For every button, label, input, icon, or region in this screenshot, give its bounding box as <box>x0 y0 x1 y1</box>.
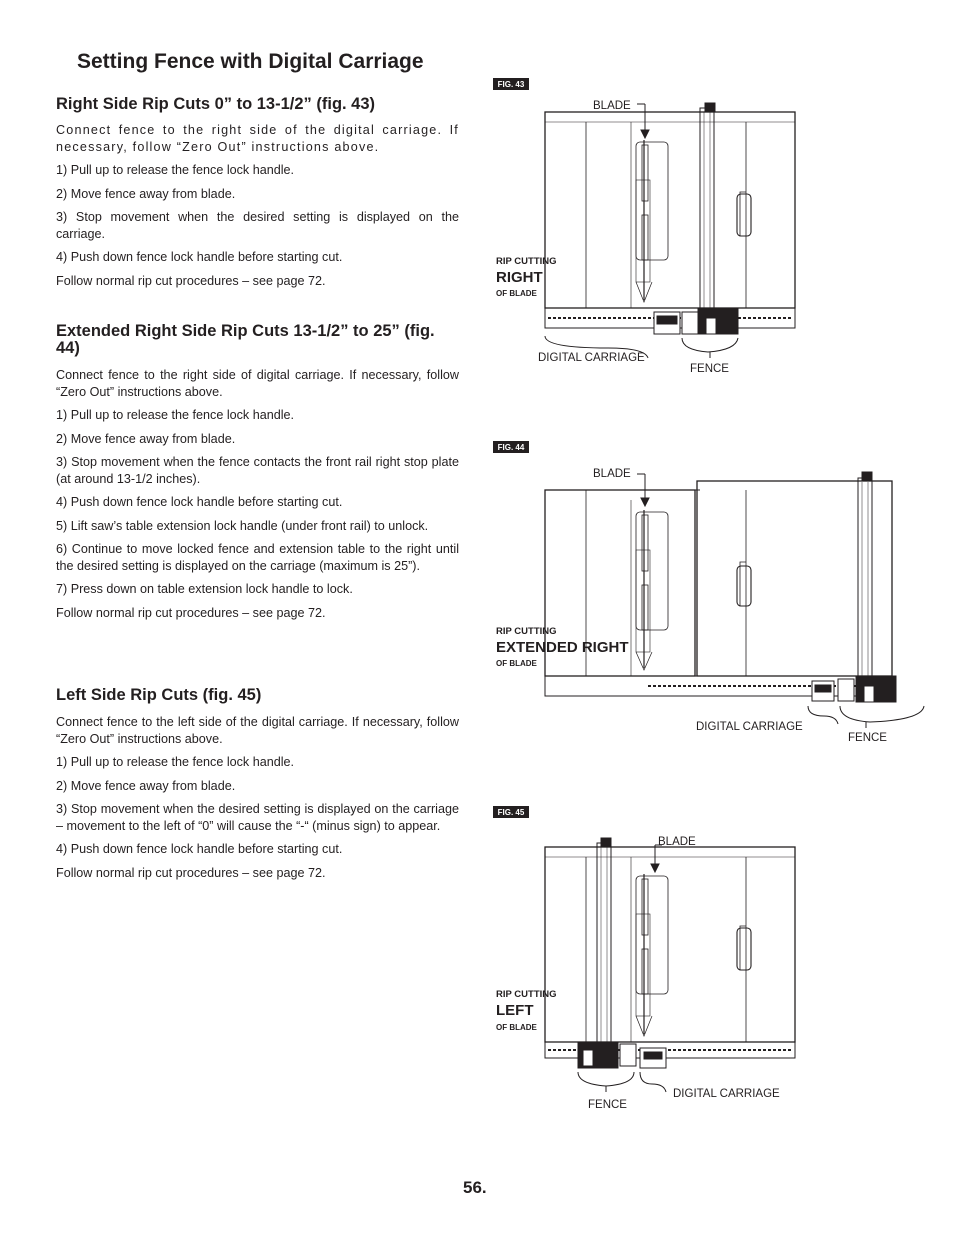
blade-label: BLADE <box>593 100 631 112</box>
saw-table-drawing <box>545 472 924 728</box>
of-blade-label: OF BLADE <box>496 1023 537 1032</box>
blade-label: BLADE <box>593 468 631 480</box>
step: 3) Stop movement when the desired setting is displayed on the carriage – movement to the left of “0” will cause the “-“ (minus sign) to appear. <box>56 802 459 833</box>
figure-43 <box>493 78 795 375</box>
saw-table-drawing <box>545 103 795 358</box>
fence-label: FENCE <box>588 1099 627 1111</box>
note: Follow normal rip cut procedures – see page 72. <box>56 865 326 880</box>
step: 3) Stop movement when the desired setting is displayed on the carriage. <box>56 210 459 241</box>
figure-44 <box>493 441 924 744</box>
step: 1) Pull up to release the fence lock handle. <box>56 408 295 422</box>
page-title: Setting Fence with Digital Carriage <box>77 50 424 73</box>
note: Follow normal rip cut procedures – see page 72. <box>56 605 326 620</box>
blade-label: BLADE <box>658 836 696 848</box>
step: 4) Push down fence lock handle before starting cut. <box>56 495 343 509</box>
rip-cutting-label: RIP CUTTING <box>496 989 557 1000</box>
section-title: Right Side Rip Cuts 0” to 13-1/2” (fig. 43) <box>56 95 376 113</box>
figure-tag-text: FIG. 44 <box>497 443 525 452</box>
paragraph: Connect fence to the right side of the digital carriage. If necessary, follow “Zero Out” instructions above. <box>56 123 459 154</box>
step: 7) Press down on table extension lock handle to lock. <box>56 582 353 596</box>
step: 1) Pull up to release the fence lock handle. <box>56 755 295 769</box>
step: 6) Continue to move locked fence and extension table to the right until the desired setting is displayed on the carriage (maximum is 25”). <box>56 542 459 573</box>
step: 2) Move fence away from blade. <box>56 431 236 446</box>
section-title: Left Side Rip Cuts (fig. 45) <box>56 686 262 704</box>
page-number: 56. <box>463 1178 487 1197</box>
step: 2) Move fence away from blade. <box>56 186 236 201</box>
digital-carriage-label: DIGITAL CARRIAGE <box>696 721 803 733</box>
rip-mode-label: RIGHT <box>496 269 543 286</box>
figure-tag-text: FIG. 45 <box>497 808 525 817</box>
note: Follow normal rip cut procedures – see page 72. <box>56 273 326 288</box>
step: 5) Lift saw’s table extension lock handle (under front rail) to unlock. <box>56 518 429 533</box>
rip-mode-label: LEFT <box>496 1002 534 1019</box>
step: 2) Move fence away from blade. <box>56 778 236 793</box>
fence-label: FENCE <box>690 363 729 375</box>
step: 4) Push down fence lock handle before starting cut. <box>56 250 343 264</box>
step: 3) Stop movement when the fence contacts the front rail right stop plate (at around 13-1/2 inches). <box>56 455 459 486</box>
rip-cutting-label: RIP CUTTING <box>496 256 557 267</box>
rip-mode-label: EXTENDED RIGHT <box>496 639 629 656</box>
digital-carriage-label: DIGITAL CARRIAGE <box>538 352 645 364</box>
of-blade-label: OF BLADE <box>496 289 537 298</box>
step: 4) Push down fence lock handle before starting cut. <box>56 842 343 856</box>
rip-cutting-label: RIP CUTTING <box>496 626 557 637</box>
paragraph: Connect fence to the left side of the digital carriage. If necessary, follow “Zero Out” instructions above. <box>56 715 459 746</box>
figure-45 <box>493 806 795 1111</box>
step: 1) Pull up to release the fence lock handle. <box>56 163 295 177</box>
saw-table-drawing <box>545 838 795 1092</box>
fence-label: FENCE <box>848 732 887 744</box>
of-blade-label: OF BLADE <box>496 659 537 668</box>
section-title: Extended Right Side Rip Cuts 13-1/2” to 25” (fig. 44) <box>56 322 435 357</box>
paragraph: Connect fence to the right side of digital carriage. If necessary, follow “Zero Out” instructions above. <box>56 368 459 399</box>
digital-carriage-label: DIGITAL CARRIAGE <box>673 1088 780 1100</box>
figure-tag-text: FIG. 43 <box>497 80 525 89</box>
